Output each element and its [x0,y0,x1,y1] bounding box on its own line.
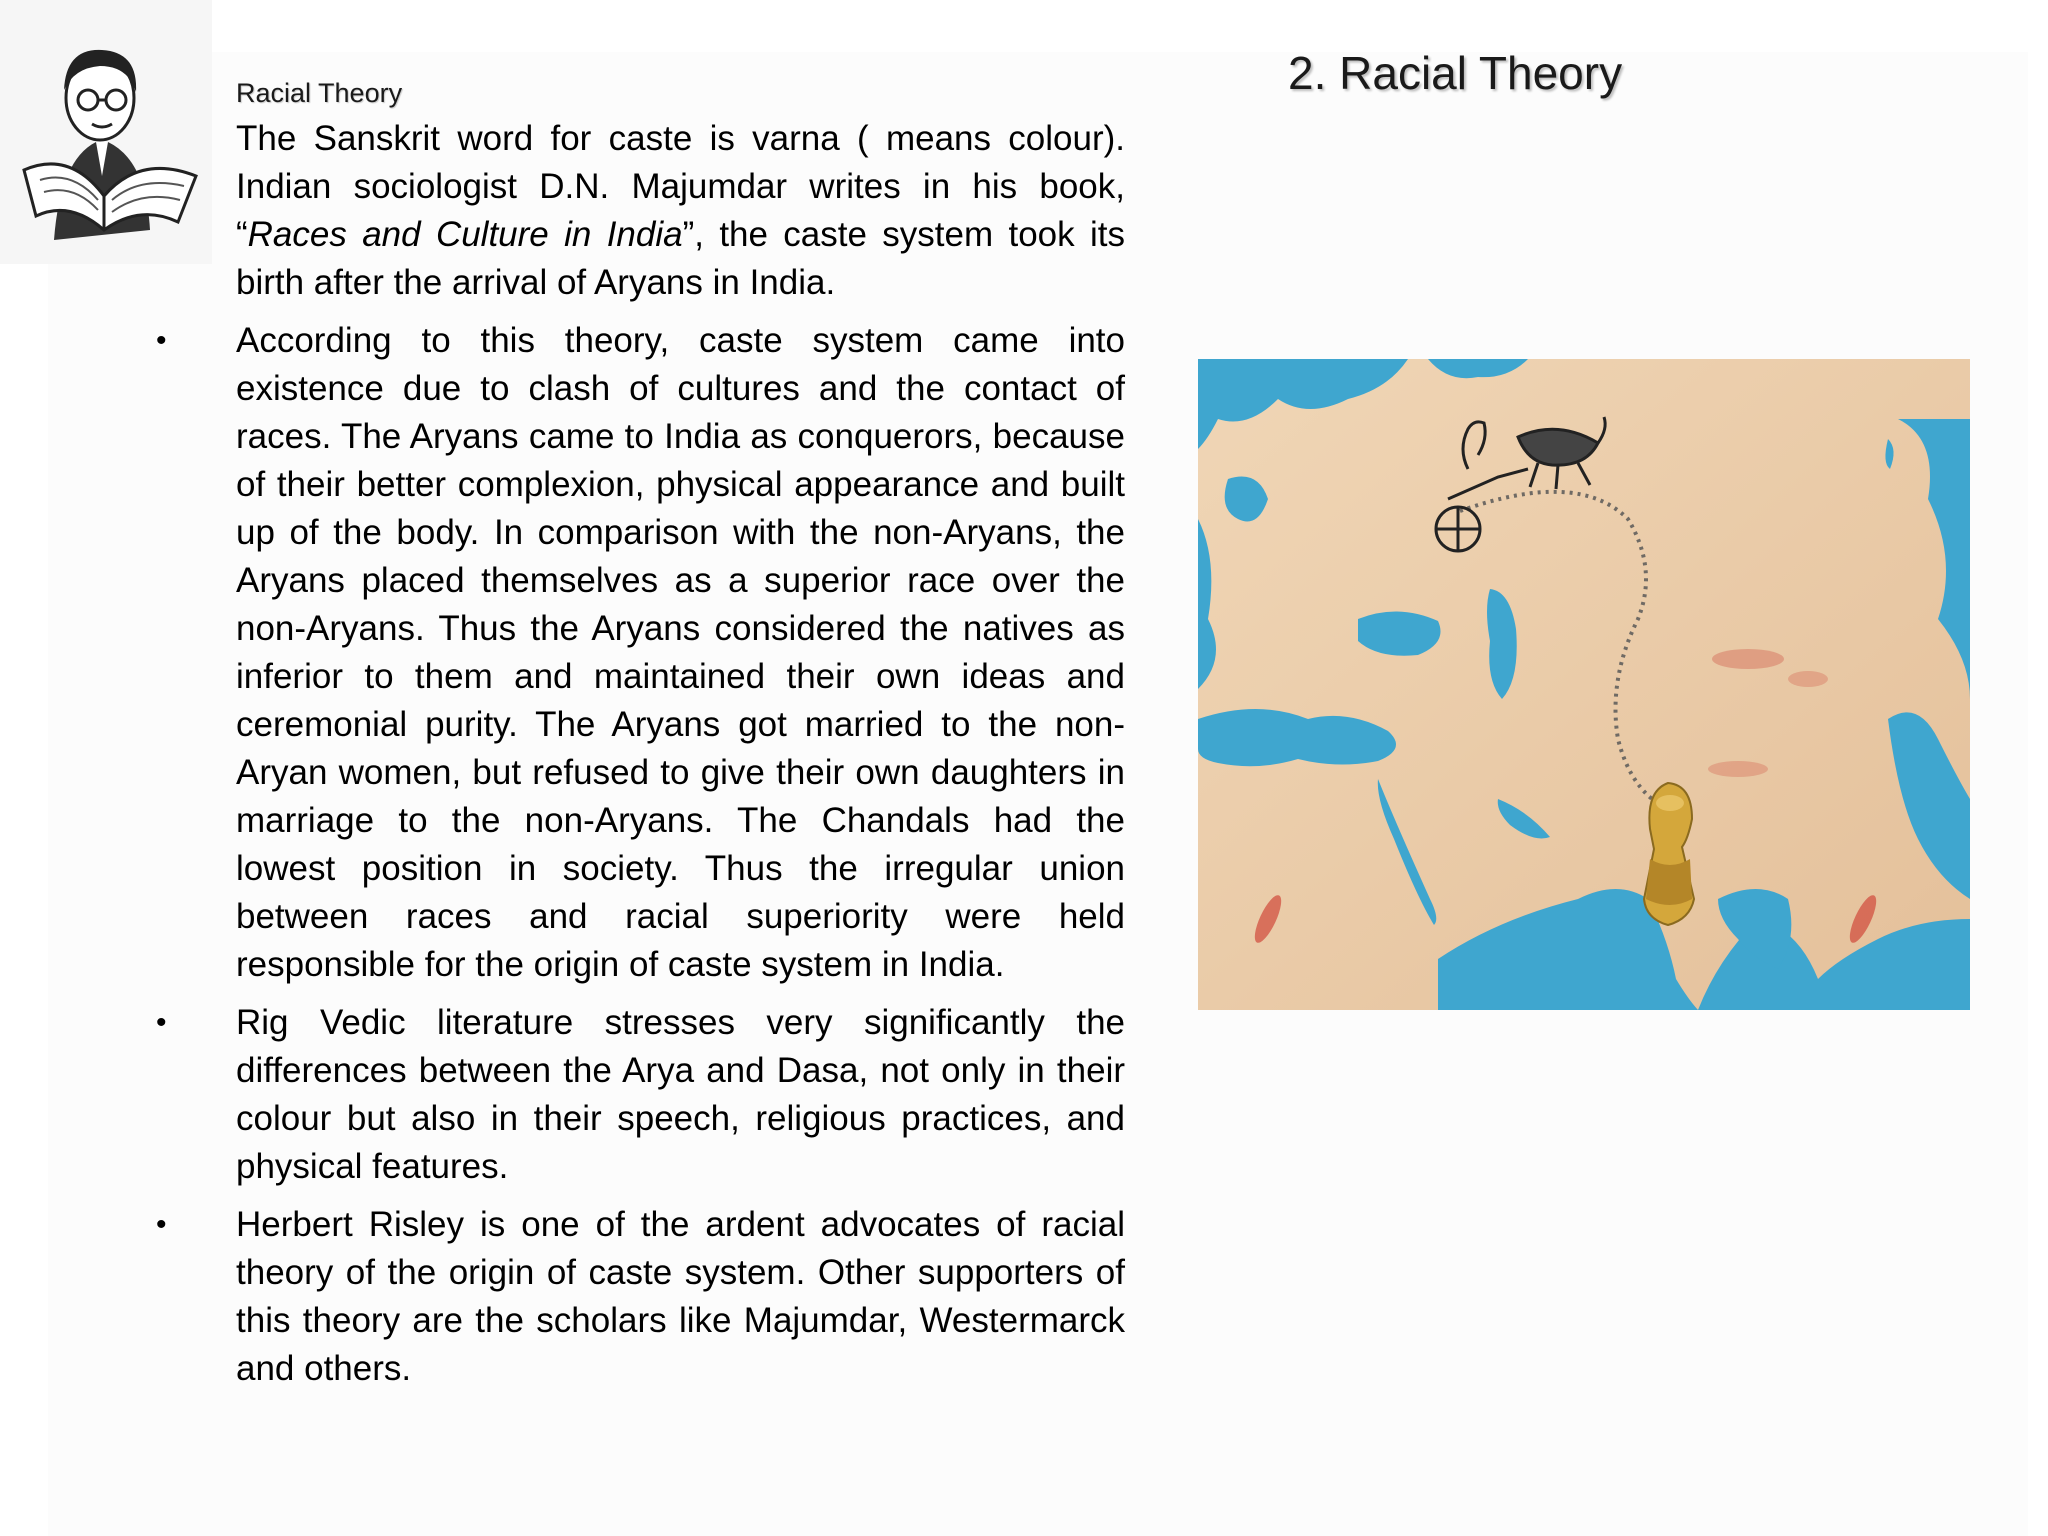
slide-title: 2. Racial Theory [1288,47,1623,99]
bullet-text: Herbert Risley is one of the ardent advocates of racial theory of the origin of caste system. Other supporters of this theory are the scholars like Majumdar, Westermarck and others. [236,1205,1125,1388]
portrait-with-book-icon [0,0,212,264]
book-title: Races and Culture in India [247,215,683,254]
intro-text-start: The Sanskrit word for caste is varna ( means colour). Indian sociologist D.N. Majumdar writes in his book, “ [236,119,1125,254]
content-heading: Racial Theory [236,78,403,108]
bullet-item [156,999,1125,1191]
bullet-item [156,1201,1125,1393]
aryan-migration-map [1198,359,1970,1010]
content-block [156,78,1125,1403]
bullet-marker: • [156,1208,167,1241]
bullet-marker: • [156,324,167,357]
bullet-text: Rig Vedic literature stresses very significantly the differences between the Arya and Dasa, not only in their colour but also in their speech, religious practices, and physical features. [236,1003,1125,1186]
intro-paragraph [236,115,1125,307]
intro-text-end: ”, the caste system took its birth after the arrival of Aryans in India. [236,215,1125,302]
bullet-text: According to this theory, caste system came into existence due to clash of cultures and the contact of races. The Aryans came to India as conquerors, because of their better complexion, physical appearance and built up of the body. In comparison with the non-Aryans, the Aryans placed themselves as a superior race over the non-Aryans. Thus the Aryans considered the natives as inferior to them and maintained their own ideas and ceremonial purity. The Aryans got married to the non- Aryan women, but refused to give their own daughters in marriage to the non-Aryans. The Chandals had the lowest position in society. Thus the irregular union between races and racial superiority were held responsible for the origin of caste system in India. [236,321,1125,984]
bullet-item [156,317,1125,989]
bullet-marker: • [156,1006,167,1039]
